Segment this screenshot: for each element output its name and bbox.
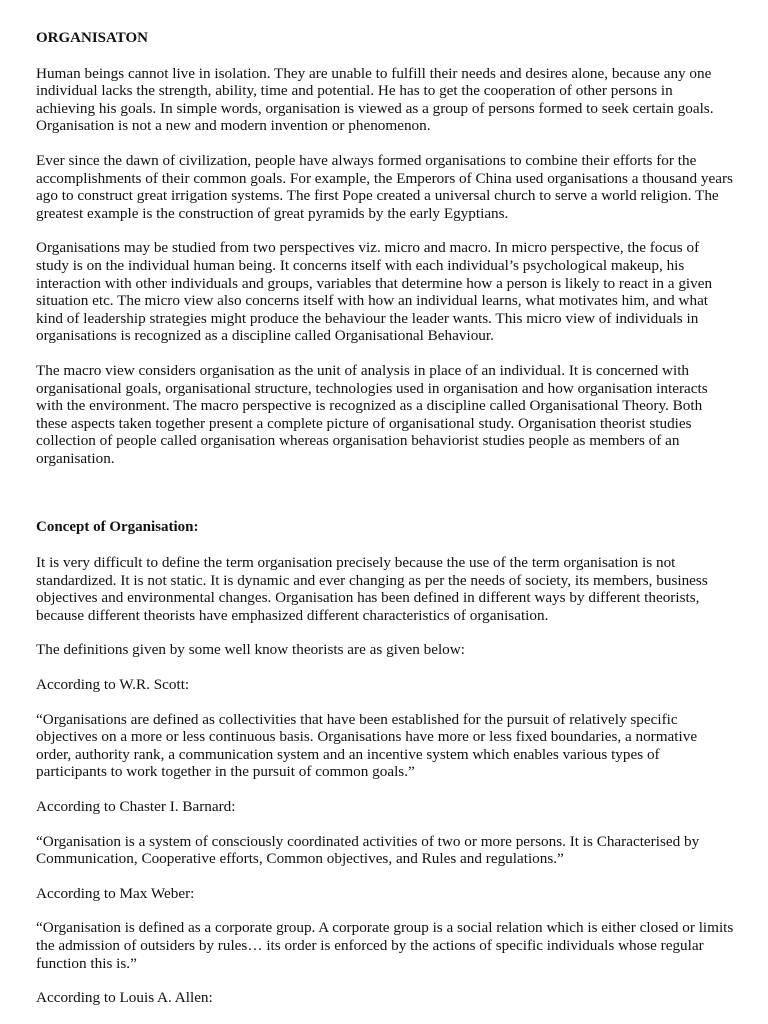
definition-attribution-weber: According to Max Weber: — [36, 884, 195, 902]
definition-attribution-barnard: According to Chaster I. Barnard: — [36, 798, 236, 815]
definition-quote-scott: “Organisations are defined as collectivities that have been established for the pursuit of relatively specific objectives on a more or less continuous basis. Organisations have more or less fixed boundaries, a normative order, authority rank, a communication system and an incentive system which enables various types of participants to work together in the pursuit of common goals.” — [36, 710, 698, 781]
document-title: ORGANISATON — [36, 30, 148, 46]
intro-paragraph-2: Ever since the dawn of civilization, people have always formed organisations to combine their efforts for the accomplishments of their common goals. For example, the Emperors of China used organisations a thousand years ago to construct great irrigation systems. The first Pope created a universal church to serve a world religion. The greatest example is the construction of great pyramids by the early Egyptians. — [36, 151, 733, 222]
document-page — [36, 30, 734, 1007]
definition-quote-barnard: “Organisation is a system of consciously coordinated activities of two or more persons. It is Characterised by Communication, Cooperative efforts, Common objectives, and Rules and regulations.” — [36, 832, 700, 868]
definition-quote-weber: “Organisation is defined as a corporate group. A corporate group is a social relation which is either closed or limits the admission of outsiders by rules… its order is enforced by the actions of specific individuals whose regular function this is.” — [36, 919, 734, 972]
definition-attribution-allen: According to Louis A. Allen: — [36, 989, 213, 1007]
intro-paragraph-4: The macro view considers organisation as the unit of analysis in place of an individual. It is concerned with organisational goals, organisational structure, technologies used in organisation and how organisation interacts with the environment. The macro perspective is recognized as a discipline called Organisational Theory. Both these aspects taken together present a complete picture of organisational study. Organisation theorist studies collection of people called organisation whereas organisation behaviorist studies people as members of an organisation. — [36, 361, 708, 467]
definitions-intro: The definitions given by some well know theorists are as given below: — [36, 641, 465, 659]
intro-paragraph-1: Human beings cannot live in isolation. They are unable to fulfill their needs and desires alone, because any one individual lacks the strength, ability, time and potential. He has to get the cooperation of other persons in achieving his goals. In simple words, organisation is viewed as a group of persons formed to seek certain goals. Organisation is not a new and modern invention or phenomenon. — [36, 64, 714, 135]
intro-paragraph-3: Organisations may be studied from two perspectives viz. micro and macro. In micro perspective, the focus of study is on the individual human being. It concerns itself with each individual’s psychological makeup, his interaction with other individuals and groups, variables that determine how a person is likely to react in a given situation etc. The micro view also concerns itself with how an individual learns, what motivates him, and what kind of leadership strategies might produce the behaviour the leader wants. This micro view of individuals in organisations is recognized as a discipline called Organisational Behaviour. — [36, 239, 713, 345]
definition-attribution-scott: According to W.R. Scott: — [36, 676, 190, 694]
concept-paragraph: It is very difficult to define the term organisation precisely because the use of the term organisation is not standardized. It is not static. It is dynamic and ever changing as per the needs of society, its members, business objectives and environmental changes. Organisation has been defined in different ways by different theorists, because different theorists have emphasized different characteristics of organisation. — [36, 554, 708, 624]
concept-heading: Concept of Organisation: — [36, 519, 199, 536]
